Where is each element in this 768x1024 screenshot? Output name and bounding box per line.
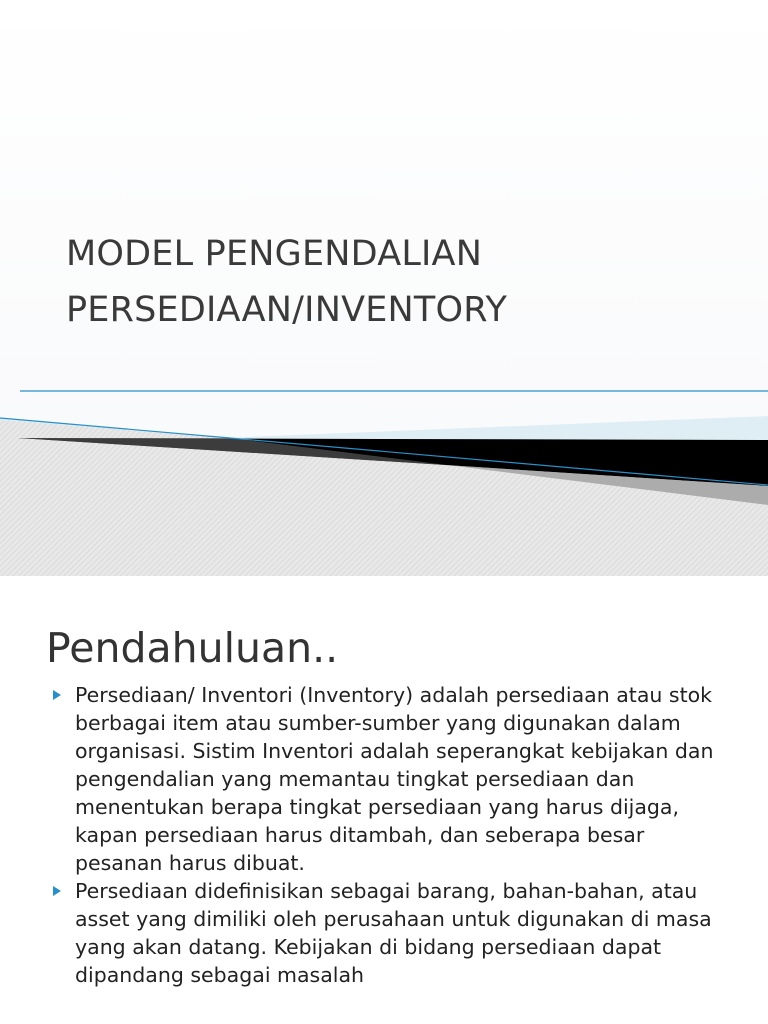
content-slide [0,576,768,1024]
triangle-bullet-icon [53,690,61,700]
bullet-text: Persediaan/ Inventori (Inventory) adalah persediaan atau stok berbagai item atau sumber-sumber yang digunakan dalam organisasi. Sistim Inventori adalah seperangkat kebijakan dan pengendalian yang memantau tingkat persediaan dan menentukan berapa tingkat persediaan yang harus dijaga, kapan persediaan harus ditambah, dan seberapa besar pesanan harus dibuat. [75,683,714,875]
bullet-text: Persediaan didefinisikan sebagai barang, bahan-bahan, atau asset yang dimiliki oleh perusahaan untuk digunakan di masa yang akan datang. Kebijakan di bidang persediaan dapat dipandang sebagai masalah [75,879,712,987]
bullet-item [0,877,768,989]
slide-title-line-1: MODEL PENGENDALIAN [66,234,483,274]
slide-heading: Pendahuluan.. [46,624,339,672]
bullet-list [0,681,768,989]
bullet-item [0,681,768,877]
slide-title-line-2: PERSEDIAAN/INVENTORY [66,290,508,330]
triangle-bullet-icon [53,886,61,896]
